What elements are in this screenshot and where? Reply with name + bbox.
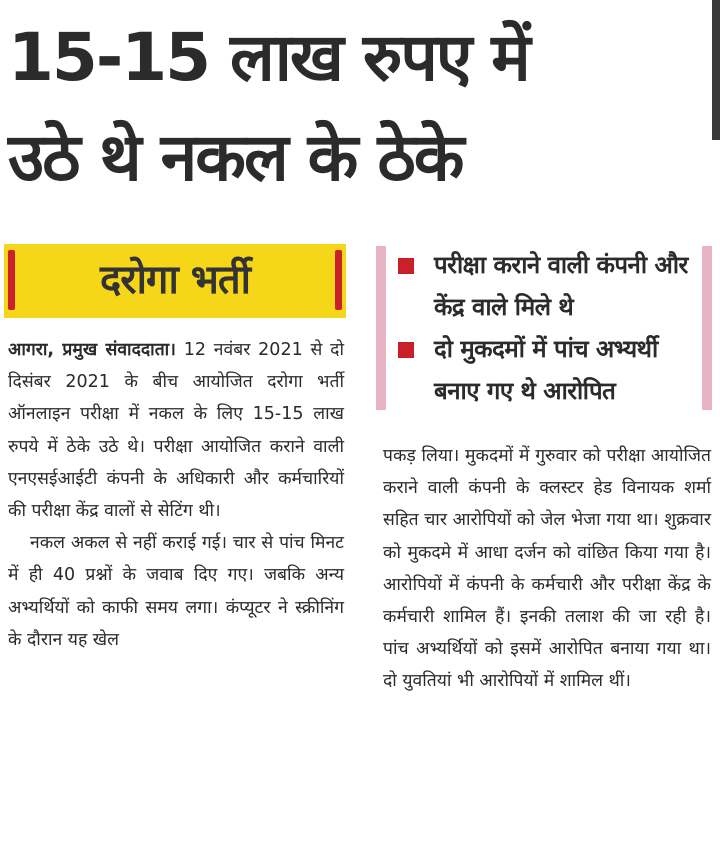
highlight-text: दो मुकदमों में पांच अभ्यर्थी बनाए गए थे आरोपित	[434, 335, 658, 405]
article-paragraph	[8, 334, 344, 527]
byline: आगरा, प्रमुख संवाददाता।	[8, 340, 176, 360]
headline	[8, 8, 708, 208]
highlight-item	[398, 328, 698, 412]
square-bullet-icon	[398, 342, 414, 358]
highlight-bar-left	[376, 246, 386, 410]
edge-strip	[712, 0, 720, 140]
section-tag	[4, 244, 346, 318]
highlights-box	[376, 240, 712, 410]
article-text: 12 नवंबर 2021 से दो दिसंबर 2021 के बीच आयोजित दरोगा भर्ती ऑनलाइन परीक्षा में नकल के लिए 15-15 लाख रुपये में ठेके उठे थे। परीक्षा आयोजित कराने वाली एनएसईआईटी कंपनी के अधिकारी और कर्मचारियों की परीक्षा केंद्र वालों से सेटिंग थी।	[8, 340, 344, 522]
article-paragraph: पकड़ लिया। मुकदमों में गुरुवार को परीक्षा आयोजित कराने वाली कंपनी के क्लस्टर हेड विनायक शर्मा सहित चार आरोपियों को जेल भेजा गया था। शुक्रवार को मुकदमे में आधा दर्जन को वांछित किया गया है। आरोपियों में कंपनी के कर्मचारी और परीक्षा केंद्र के कर्मचारी शामिल हैं। इनकी तलाश की जा रही है। पांच अभ्यर्थियों को इसमें आरोपित बनाया गया था। दो युवतियां भी आरोपियों में शामिल थीं।	[383, 446, 711, 692]
square-bullet-icon	[398, 258, 414, 274]
highlight-text: परीक्षा कराने वाली कंपनी और केंद्र वाले मिले थे	[434, 251, 688, 321]
headline-line-2: उठे थे नकल के ठेके	[8, 119, 463, 196]
highlight-item	[398, 244, 698, 328]
section-tag-label: दरोगा भर्ती	[99, 257, 251, 303]
article-column-right	[383, 440, 711, 698]
article-column-left	[8, 334, 344, 656]
highlight-bar-right	[702, 246, 712, 410]
article-paragraph: नकल अकल से नहीं कराई गई। चार से पांच मिनट में ही 40 प्रश्नों के जवाब दिए गए। जबकि अन्य अभ्यर्थियों को काफी समय लगा। कंप्यूटर ने स्क्रीनिंग के दौरान यह खेल	[8, 533, 344, 650]
headline-line-1: 15-15 लाख रुपए में	[8, 19, 529, 96]
